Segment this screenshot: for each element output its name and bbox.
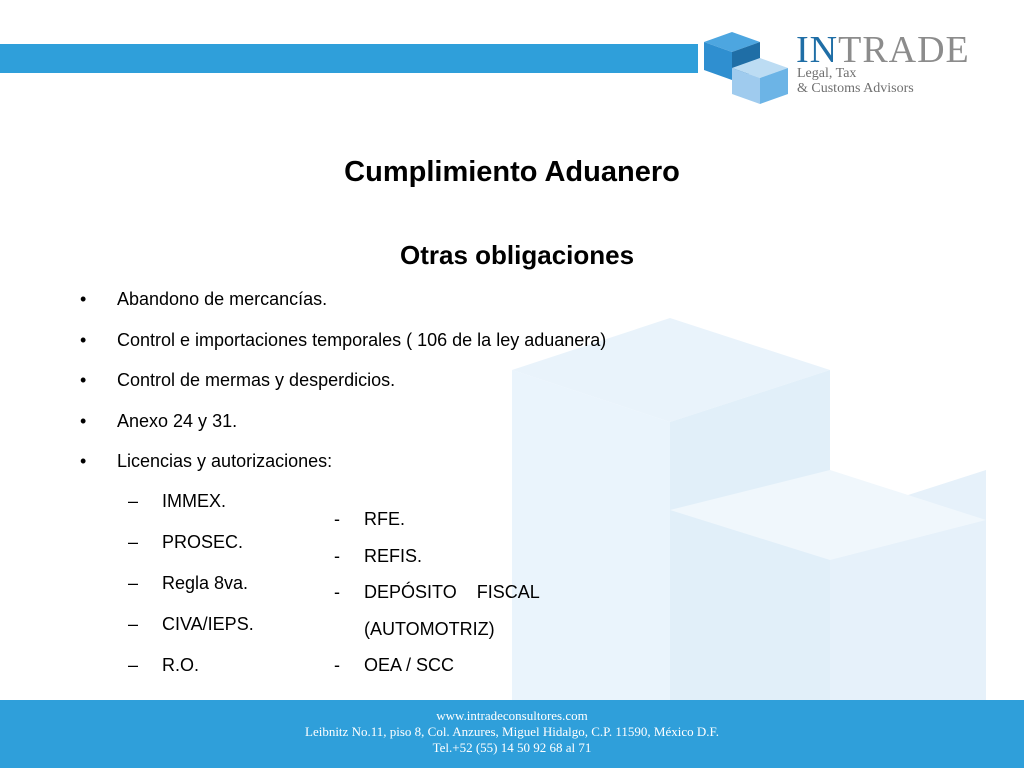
logo-wordmark: INTRADE [796, 29, 970, 71]
dash-marker: – [128, 573, 139, 593]
right-list-item-word1: DEPÓSITO [364, 582, 457, 602]
right-list-item-text: RFE. [364, 509, 406, 529]
right-list-item [334, 507, 540, 544]
top-accent-bar [0, 44, 698, 73]
dash-marker: – [128, 532, 139, 552]
dash-marker: - [334, 509, 340, 529]
sublist-item-text: PROSEC. [162, 532, 244, 552]
footer-website: www.intradeconsultores.com [436, 708, 588, 723]
logo-tagline [797, 66, 914, 96]
bullet-marker: • [80, 370, 87, 390]
sublist-item-text: CIVA/IEPS. [162, 614, 254, 634]
licenses-sublist [128, 489, 254, 694]
right-list-item [334, 544, 540, 581]
dash-marker: - [334, 545, 340, 566]
cube-logo-icon [700, 28, 792, 106]
licenses-right-list [334, 507, 540, 690]
sublist-item-text: Regla 8va. [162, 573, 249, 593]
footer-address: Leibnitz No.11, piso 8, Col. Anzures, Miguel Hidalgo, C.P. 11590, México D.F. [305, 724, 719, 739]
intrade-logo [700, 28, 1000, 108]
list-item [80, 409, 606, 450]
right-list-item-text: REFIS. [364, 545, 423, 566]
bullet-marker: • [80, 451, 87, 471]
bullet-marker: • [80, 410, 87, 431]
logo-tagline-line1: Legal, Tax [797, 66, 857, 81]
list-item-text: Control e importaciones temporales ( 106 de la ley aduanera) [117, 329, 607, 350]
sublist-item [128, 612, 254, 653]
bullet-marker: • [80, 329, 87, 350]
list-item [80, 287, 606, 328]
footer-phone: Tel.+52 (55) 14 50 92 68 al 71 [432, 740, 592, 755]
sublist-item [128, 530, 254, 571]
sublist-item-text: IMMEX. [162, 491, 227, 511]
sublist-item [128, 571, 254, 612]
list-item [80, 449, 606, 490]
dash-marker: – [128, 655, 139, 675]
slide-subtitle: Otras obligaciones [400, 240, 635, 270]
dash-marker: – [128, 614, 139, 634]
dash-marker: - [334, 655, 340, 675]
list-item [80, 328, 606, 369]
logo-tagline-line2: & Customs Advisors [797, 81, 914, 96]
list-item [80, 368, 606, 409]
sublist-item [128, 489, 254, 530]
list-item-text: Licencias y autorizaciones: [117, 451, 333, 471]
slide-title: Cumplimiento Aduanero [344, 156, 680, 188]
obligations-list [80, 287, 606, 490]
list-item-text: Anexo 24 y 31. [117, 410, 238, 431]
sublist-item [128, 653, 254, 694]
right-list-item-word2: FISCAL [476, 582, 540, 602]
right-list-item-text: (AUTOMOTRIZ) [364, 618, 495, 639]
list-item-text: Abandono de mercancías. [117, 289, 328, 309]
dash-marker: - [334, 582, 340, 602]
sublist-item-text: R.O. [162, 655, 200, 675]
footer-bar [0, 700, 1024, 768]
list-item-text: Control de mermas y desperdicios. [117, 370, 396, 390]
right-list-item-continuation [334, 617, 540, 654]
dash-marker: – [128, 491, 139, 511]
right-list-item-text: OEA / SCC [364, 655, 455, 675]
bullet-marker: • [80, 289, 87, 309]
right-list-item [334, 653, 540, 690]
right-list-item [334, 580, 540, 617]
